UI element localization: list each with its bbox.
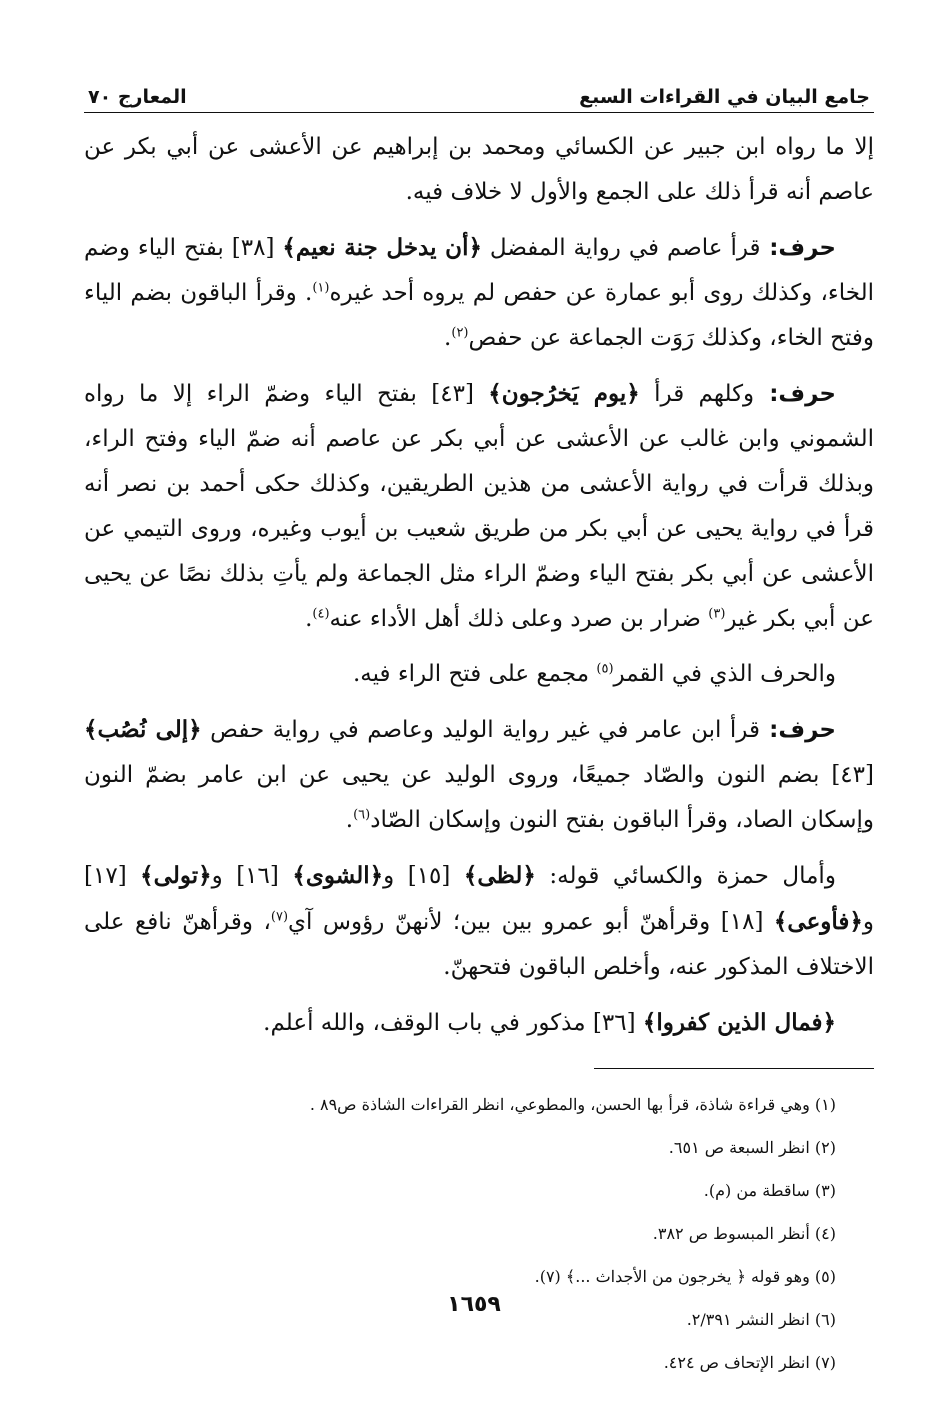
quran-quote: ﴿أن يدخل جنة نعيم﴾ bbox=[282, 234, 482, 261]
text-run: [٣٦] مذكور في باب الوقف، والله أعلم. bbox=[263, 1010, 643, 1036]
quran-quote: ﴿لظى﴾ bbox=[463, 862, 536, 889]
text-run: . bbox=[345, 807, 354, 833]
page-number: ١٦٥٩ bbox=[447, 1292, 501, 1317]
running-header bbox=[84, 70, 874, 108]
main-text bbox=[84, 125, 874, 1046]
footnote: (٥) وهو قوله ﴿ يخرجون من الأجداث ...﴾ (٧). bbox=[534, 1267, 836, 1286]
book-title: جامع البيان في القراءات السبع bbox=[579, 86, 870, 108]
text-run: وكلهم قرأ bbox=[639, 381, 755, 407]
paragraph bbox=[84, 707, 874, 843]
header-divider bbox=[84, 112, 874, 113]
text-run: قرأ ابن عامر في غير رواية الوليد وعاصم في رواية حفص bbox=[201, 717, 760, 743]
text-run: والحرف الذي في القمر bbox=[613, 661, 836, 687]
text-run: مجمع على فتح الراء فيه. bbox=[352, 661, 597, 687]
section-label: حرف: bbox=[759, 717, 836, 743]
quran-quote: ﴿فمال الذين كفروا﴾ bbox=[642, 1009, 836, 1036]
quran-quote: ﴿الشوى﴾ bbox=[292, 862, 384, 889]
text-run: ضرار بن صرد وعلى ذلك أهل الأداء عنه bbox=[329, 606, 709, 632]
text-run: [١٨] وقرأهنّ أبو عمرو بين بين؛ لأنهنّ رؤوس آي bbox=[288, 909, 774, 935]
quran-quote: ﴿إلى نُصُب﴾ bbox=[84, 716, 202, 743]
text-run: [١٦] و bbox=[211, 863, 293, 889]
footnote-ref: (٧) bbox=[270, 909, 289, 925]
footnote-ref: (٣) bbox=[708, 606, 726, 622]
footnote-ref: (١) bbox=[312, 280, 330, 296]
paragraph bbox=[84, 853, 874, 990]
section-label: حرف: bbox=[754, 381, 836, 407]
footnote: (٣) ساقطة من (م). bbox=[703, 1181, 836, 1200]
quran-quote: ﴿فأوعى﴾ bbox=[773, 908, 863, 935]
footnote: (٢) انظر السبعة ص ٦٥١. bbox=[668, 1138, 836, 1157]
text-run: ، وقرأهنّ نافع على الاختلاف المذكور عنه، وأخلص الباقون فتحهنّ. bbox=[84, 909, 874, 980]
paragraph bbox=[84, 371, 874, 642]
footnote-ref: (٦) bbox=[353, 807, 371, 823]
page bbox=[84, 70, 874, 1370]
text-run: [١٧] و bbox=[84, 863, 874, 935]
footnotes bbox=[84, 1083, 874, 1384]
footnote: (٧) انظر الإتحاف ص ٤٢٤. bbox=[663, 1353, 836, 1372]
chapter-label: المعارج ٧٠ bbox=[88, 86, 187, 108]
paragraph bbox=[84, 125, 874, 215]
footnote-ref: (٥) bbox=[596, 661, 614, 677]
footnote: (٦) انظر النشر ٢/٣٩١. bbox=[686, 1310, 836, 1329]
paragraph bbox=[84, 225, 874, 361]
text-run: [٤٣] بفتح الياء وضمّ الراء إلا ما رواه الشموني وابن غالب عن الأعشى عن أبي بكر عن عاصم أنه ضمّ الياء وفتح الراء، وبذلك قرأت في رواية الأعشى من هذين الطريقين، وكذلك حكى أحمد بن نصر أنه قرأ في رواية يحيى عن أبي بكر من طريق شعيب بن أيوب وغيره، وروى التيمي عن الأعشى عن أبي بكر بفتح الياء وضمّ الراء مثل الجماعة ولم يأتِ بذلك نصًا عن يحيى عن أبي بكر غير bbox=[84, 381, 874, 632]
footnote: (٤) أنظر المبسوط ص ٣٨٢. bbox=[652, 1224, 836, 1243]
footnote-ref: (٢) bbox=[451, 325, 469, 341]
footnote: (١) وهي قراءة شاذة، قرأ بها الحسن، والمطوعي، انظر القراءات الشاذة ص٨٩ . bbox=[309, 1095, 836, 1114]
text-run: . bbox=[305, 606, 313, 632]
section-label: حرف: bbox=[760, 235, 836, 261]
text-run: وأمال حمزة والكسائي قوله: bbox=[535, 863, 836, 889]
quran-quote: ﴿يوم يَخرُجون﴾ bbox=[488, 380, 640, 407]
paragraph-text: إلا ما رواه ابن جبير عن الكسائي ومحمد بن إبراهيم عن الأعشى عن أبي بكر عن عاصم أنه قرأ ذلك على الجمع والأول لا خلاف فيه. bbox=[84, 134, 874, 205]
footnote-divider bbox=[594, 1068, 874, 1069]
paragraph bbox=[84, 1000, 874, 1046]
text-run: . وقرأ الباقون بضم الياء وفتح الخاء، وكذلك رَوَت الجماعة عن حفص bbox=[84, 280, 874, 351]
text-run: قرأ عاصم في رواية المفضل bbox=[481, 235, 761, 261]
footnote-ref: (٤) bbox=[312, 606, 330, 622]
paragraph bbox=[84, 652, 874, 697]
text-run: . bbox=[444, 325, 452, 351]
text-run: [١٥] و bbox=[383, 863, 464, 889]
quran-quote: ﴿تولى﴾ bbox=[140, 862, 212, 889]
text-run: [٤٣] بضم النون والصّاد جميعًا، وروى الوليد عن يحيى عن ابن عامر بضمّ النون وإسكان الصاد، وقرأ الباقون بفتح النون وإسكان الصّاد bbox=[84, 762, 874, 833]
text-run: [٣٨] بفتح الياء وضم الخاء، وكذلك روى أبو عمارة عن حفص لم يروه أحد غيره bbox=[84, 235, 874, 306]
